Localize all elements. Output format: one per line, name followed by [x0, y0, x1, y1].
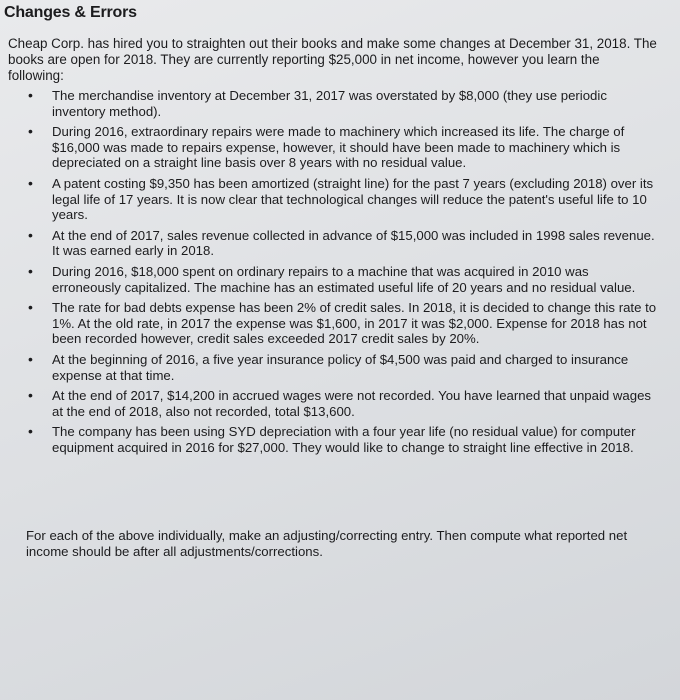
item-text: At the end of 2017, $14,200 in accrued wages were not recorded. You have learned that unpaid wages at the end of 2018, also not recorded, total $13,600. [52, 388, 651, 419]
bullet-icon: • [28, 174, 33, 191]
bullet-icon: • [28, 299, 33, 316]
list-item [20, 124, 660, 171]
item-text: During 2016, extraordinary repairs were made to machinery which increased its life. The charge of $16,000 was made to repairs expense, however, it should have been made to machinery which is depreciated on a straight line basis over 8 years with no residual value. [52, 124, 625, 171]
bullet-icon: • [28, 123, 33, 140]
list-item [20, 176, 660, 223]
list-item [20, 388, 660, 419]
intro-paragraph: Cheap Corp. has hired you to straighten out their books and make some changes at December 31, 2018. The books are open for 2018. They are currently reporting $25,000 in net income, however you learn the following: [8, 36, 657, 83]
page-title: Changes & Errors [4, 4, 137, 21]
list-item [20, 88, 660, 119]
list-item [20, 264, 660, 295]
list-item [20, 228, 660, 259]
list-item [20, 300, 660, 347]
bullet-icon: • [28, 350, 33, 367]
item-text: The rate for bad debts expense has been 2% of credit sales. In 2018, it is decided to change this rate to 1%. At the old rate, in 2017 the expense was $1,600, in 2017 it was $2,000. Expense for 2018 has not been recorded however, credit sales exceeded 2017 credit sales by 20%. [52, 300, 657, 347]
bullet-icon: • [28, 226, 33, 243]
problem-list [20, 88, 660, 460]
list-item [20, 424, 660, 455]
list-item [20, 352, 660, 383]
bullet-icon: • [28, 423, 33, 440]
item-text: At the end of 2017, sales revenue collected in advance of $15,000 was included in 1998 sales revenue. It was earned early in 2018. [52, 227, 655, 259]
question-paragraph: For each of the above individually, make an adjusting/correcting entry. Then compute what reported net income should be after all adjustments/corrections. [26, 528, 628, 559]
item-text: During 2016, $18,000 spent on ordinary repairs to a machine that was acquired in 2010 was erroneously capitalized. The machine has an estimated useful life of 20 years and no residual value. [52, 263, 636, 295]
bullet-icon: • [28, 262, 33, 279]
bullet-icon: • [28, 87, 33, 103]
item-text: A patent costing $9,350 has been amortized (straight line) for the past 7 years (excluding 2018) over its legal life of 17 years. It is now clear that technological changes will reduce the patent's useful life to 10 years. [52, 175, 654, 223]
item-text: At the beginning of 2016, a five year insurance policy of $4,500 was paid and charged to insurance expense at that time. [52, 351, 629, 383]
item-text: The merchandise inventory at December 31, 2017 was overstated by $8,000 (they use periodic inventory method). [52, 88, 607, 119]
item-text: The company has been using SYD depreciation with a four year life (no residual value) for computer equipment acquired in 2016 for $27,000. They would like to change to straight line effective in 2018. [52, 424, 636, 455]
bullet-icon: • [28, 387, 33, 404]
